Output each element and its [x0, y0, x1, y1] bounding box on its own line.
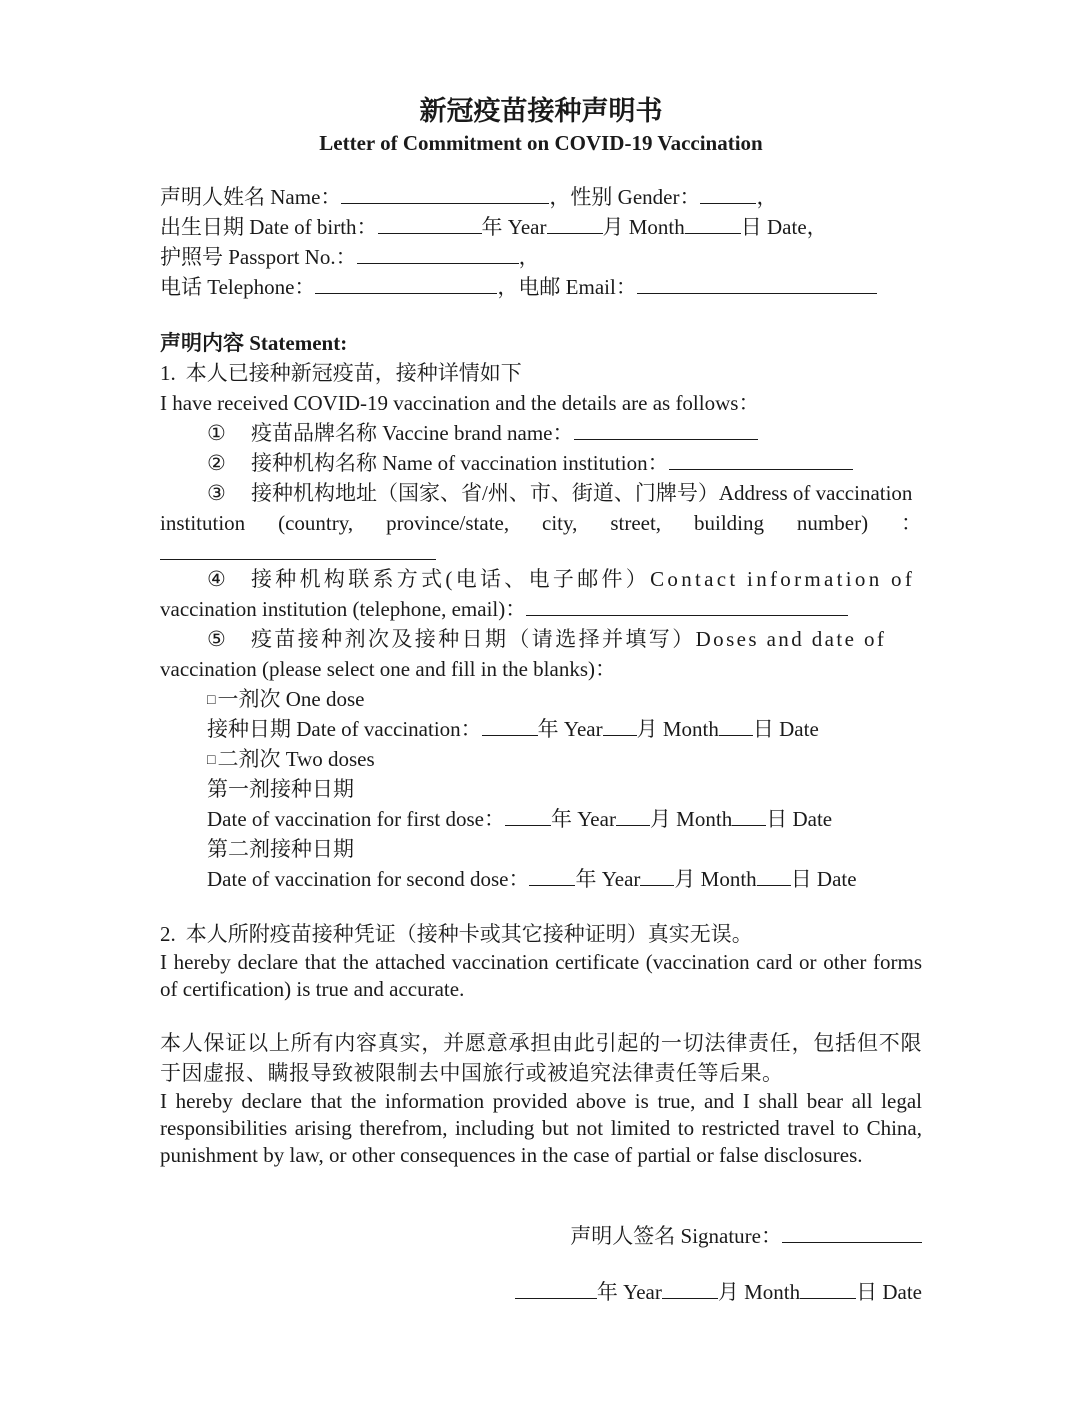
- one-dose-month-field[interactable]: [603, 716, 637, 736]
- dob-month-field[interactable]: [547, 214, 603, 234]
- first-dose-cn: 第一剂接种日期: [207, 777, 354, 801]
- item1-en: I have received COVID-19 vaccination and the details are as follows：: [160, 391, 760, 415]
- second-dose-cn: 第二剂接种日期: [207, 837, 354, 861]
- one-dose-checkbox[interactable]: □: [207, 693, 216, 708]
- dob-label: 出生日期 Date of birth：: [160, 215, 378, 239]
- second-dose-day-field[interactable]: [757, 866, 791, 886]
- guarantee-cn: 本人保证以上所有内容真实，并愿意承担由此引起的一切法律责任，包括但不限于因虚报、瞒报导致被限制去中国旅行或被追究法律责任等后果。: [160, 1031, 922, 1085]
- doses-cont: vaccination (please select one and fill in the blanks)：: [160, 657, 617, 681]
- phone-label: 电话 Telephone：: [160, 275, 316, 299]
- one-dose-day-field[interactable]: [719, 716, 753, 736]
- guarantee-en: I hereby declare that the information provided above is true, and I shall bear all legal responsibilities arising therefrom, including but not limited to restricted travel to China, punishment by law, or other consequences in the case of partial or false disclosures.: [160, 1089, 922, 1167]
- name-label: 声明人姓名 Name：: [160, 185, 342, 209]
- item2-en: I hereby declare that the attached vaccination certificate (vaccination card or other forms of certification) is true and accurate.: [160, 950, 922, 1001]
- dob-day-field[interactable]: [685, 214, 741, 234]
- institution-contact-line: ④ 接种机构联系方式(电话、电子邮件）Contact information of: [207, 567, 916, 591]
- first-dose-day-field[interactable]: [732, 806, 766, 826]
- signature-date-line: 年 Year 月 Month 日 Date: [160, 1277, 922, 1307]
- one-dose-date-line: 接种日期 Date of vaccination： 年 Year 月 Month 日 Date: [207, 717, 819, 741]
- signature-line: [160, 1221, 922, 1251]
- institution-contact-cont: vaccination institution (telephone, email)：: [160, 594, 922, 624]
- two-doses-checkbox[interactable]: □: [207, 753, 216, 768]
- institution-address-cont: institution (country, province/state, city, street, building number) ：: [160, 511, 922, 535]
- one-dose-option[interactable]: □一剂次 One dose: [207, 687, 365, 711]
- second-dose-month-field[interactable]: [640, 866, 674, 886]
- vaccine-brand-field[interactable]: [574, 420, 758, 440]
- page-title-en: Letter of Commitment on COVID-19 Vaccination: [319, 131, 763, 155]
- two-doses-option[interactable]: □二剂次 Two doses: [207, 747, 375, 771]
- institution-address-field[interactable]: [160, 540, 436, 560]
- phone-field[interactable]: [315, 274, 497, 294]
- institution-address-line: ③ 接种机构地址（国家、省/州、市、街道、门牌号）Address of vaccination: [207, 481, 913, 505]
- one-dose-year-field[interactable]: [482, 716, 538, 736]
- page-title-cn: 新冠疫苗接种声明书: [419, 96, 663, 126]
- signature-label: 声明人签名 Signature：: [570, 1224, 782, 1248]
- gender-label: ，性别 Gender：: [549, 185, 701, 209]
- vaccine-brand-line: ① 疫苗品牌名称 Vaccine brand name：: [207, 418, 922, 448]
- passport-field[interactable]: [357, 244, 519, 264]
- signature-month-field[interactable]: [662, 1279, 718, 1299]
- email-field[interactable]: [637, 274, 877, 294]
- dob-line: 出生日期 Date of birth： 年 Year 月 Month 日 Date，: [160, 215, 828, 239]
- name-gender-line: 声明人姓名 Name： ，性别 Gender： ，: [160, 185, 778, 209]
- statement-heading: 声明内容 Statement:: [160, 331, 348, 355]
- first-dose-month-field[interactable]: [616, 806, 650, 826]
- institution-name-field[interactable]: [669, 450, 853, 470]
- signature-year-field[interactable]: [515, 1279, 597, 1299]
- signature-field[interactable]: [782, 1223, 922, 1243]
- dob-year-field[interactable]: [378, 214, 482, 234]
- phone-email-line: [160, 272, 922, 302]
- passport-line: 护照号 Passport No.： ，: [160, 245, 540, 269]
- email-label: ，电邮 Email：: [497, 275, 637, 299]
- name-field[interactable]: [341, 184, 549, 204]
- first-dose-year-field[interactable]: [505, 806, 551, 826]
- institution-name-line: ② 接种机构名称 Name of vaccination institution：: [207, 448, 922, 478]
- first-dose-date-line: Date of vaccination for first dose： 年 Year 月 Month 日 Date: [207, 807, 833, 831]
- gender-field[interactable]: [700, 184, 756, 204]
- institution-contact-field[interactable]: [526, 596, 848, 616]
- signature-day-field[interactable]: [800, 1279, 856, 1299]
- passport-label: 护照号 Passport No.：: [160, 245, 357, 269]
- item1-cn: 1. 本人已接种新冠疫苗，接种详情如下: [160, 361, 522, 385]
- doses-line: ⑤ 疫苗接种剂次及接种日期（请选择并填写）Doses and date of: [207, 627, 887, 651]
- second-dose-date-line: Date of vaccination for second dose： 年 Year 月 Month 日 Date: [207, 867, 857, 891]
- second-dose-year-field[interactable]: [529, 866, 575, 886]
- item2-cn: 2. 本人所附疫苗接种凭证（接种卡或其它接种证明）真实无误。: [160, 922, 753, 946]
